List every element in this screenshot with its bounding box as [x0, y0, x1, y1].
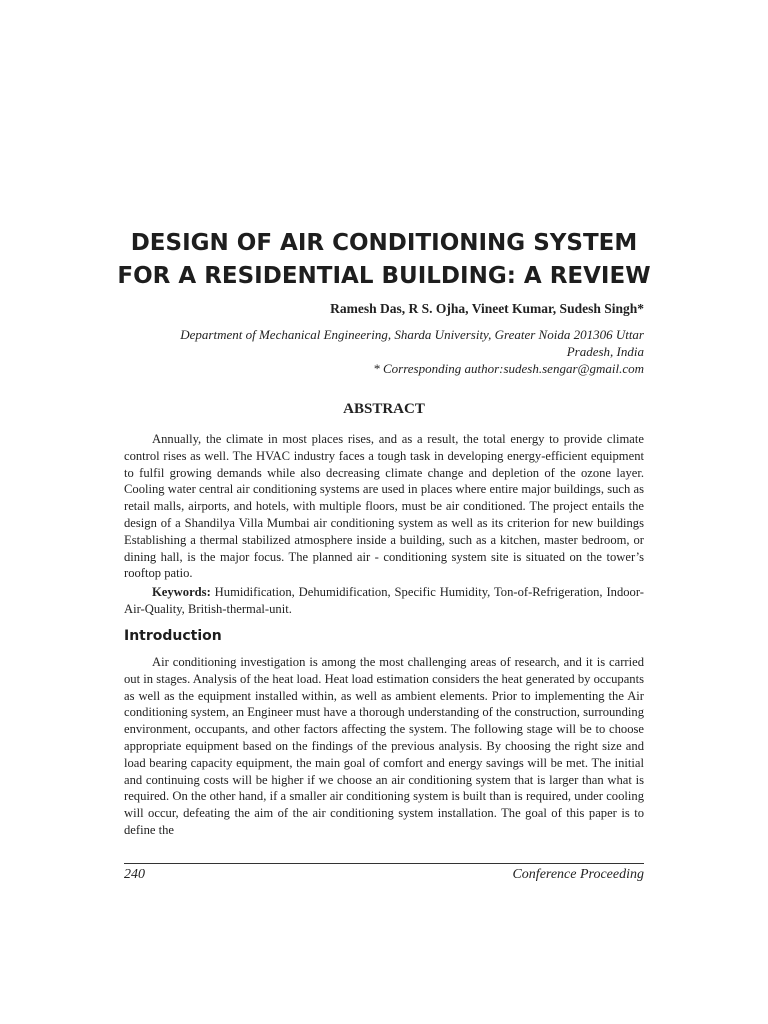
abstract-text: Annually, the climate in most places rises, and as a result, the total energy to provide climate control rises as well. The HVAC industry faces a tough task in developing energy-efficient equipment to fulfil growing demands while also decreasing climate change and depletion of the ozone layer. Cooling water central air conditioning systems are used in places where entire major buildings, such as retail malls, airports, and hotels, with multiple floors, must be air conditioned. The project entails the design of a Shandilya Villa Mumbai air conditioning system as well as its criterion for new buildings Establishing a thermal stabilized atmosphere inside a building, such as a kitchen, master bedroom, or dining hall, is the major focus. The planned air - conditioning system site is situated on the tower’s rooftop patio.	[124, 432, 644, 581]
abstract-heading: ABSTRACT	[343, 401, 425, 417]
title-line-1: DESIGN OF AIR CONDITIONING SYSTEM	[130, 230, 638, 256]
keywords-label: Keywords:	[152, 585, 211, 599]
paper-title	[114, 227, 654, 293]
page-number: 240	[124, 867, 145, 882]
author-list: Ramesh Das, R S. Ojha, Vineet Kumar, Sudesh Singh*	[330, 301, 644, 316]
footer-rule	[124, 863, 644, 864]
affiliation-line-2: Pradesh, India	[566, 344, 644, 359]
title-line-2: FOR A RESIDENTIAL BUILDING: A REVIEW	[117, 263, 651, 289]
introduction-heading: Introduction	[124, 628, 222, 644]
paper-page	[117, 0, 651, 1024]
running-footer-title: Conference Proceeding	[512, 867, 644, 882]
affiliation-block	[124, 326, 644, 377]
keywords-paragraph	[124, 584, 644, 618]
affiliation-line-1: Department of Mechanical Engineering, Sharda University, Greater Noida 201306 Uttar	[180, 327, 644, 342]
corresponding-author: * Corresponding author:sudesh.sengar@gmail.com	[373, 361, 644, 376]
keywords-list: Humidification, Dehumidification, Specific Humidity, Ton-of-Refrigeration, Indoor-Air-Quality, British-thermal-unit.	[124, 585, 644, 616]
introduction-text: Air conditioning investigation is among the most challenging areas of research, and it is carried out in stages. Analysis of the heat load. Heat load estimation considers the heat generated by occupants as well as the equipment installed within, as well as ambient elements. Prior to implementing the Air conditioning system, an Engineer must have a thorough understanding of the construction, surrounding environment, occupants, and other factors affecting the system. The following stage will be to choose appropriate equipment based on the findings of the previous analysis. By choosing the right size and load bearing capacity equipment, the main goal of comfort and energy savings will be met. The initial and continuing costs will be higher if we choose an air conditioning system that is larger than what is required. On the other hand, if a smaller air conditioning system is built than is required, under cooling will occur, defeating the aim of the air conditioning system installation. The goal of this paper is to define the	[124, 655, 644, 837]
